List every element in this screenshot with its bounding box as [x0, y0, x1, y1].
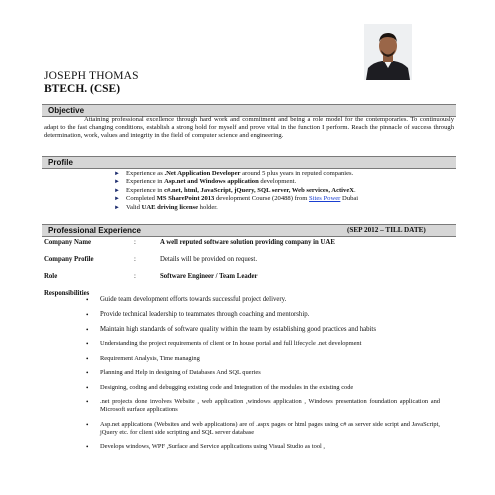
arrow-bullet-icon: ►: [114, 187, 120, 194]
company-profile-label: Company Profile: [44, 256, 94, 263]
arrow-bullet-icon: ►: [114, 196, 120, 203]
profile-item: ► Experience as .Net Application Developer around 5 plus years in reputed companies.: [114, 170, 354, 177]
bullet-icon: •: [86, 310, 89, 319]
bullet-icon: •: [86, 296, 89, 304]
profile-item: ► Valid UAE driving license holder.: [114, 203, 218, 211]
bullet-icon: •: [86, 443, 89, 452]
role-value: Software Engineer / Team Leader: [160, 273, 258, 280]
responsibility-item: • Planning and Help in designing of Databases And SQL queries: [86, 369, 261, 378]
bullet-icon: •: [86, 340, 89, 349]
bullet-icon: •: [86, 397, 89, 406]
responsibility-item: • Provide technical leadership to teammates through coaching and mentorship.: [86, 310, 310, 319]
responsibility-item: • Understanding the project requirements of client or In house portal and full lifecycle .net development: [86, 340, 362, 349]
responsibilities-list: [80, 296, 440, 457]
profile-heading: Profile: [48, 158, 73, 167]
arrow-bullet-icon: ►: [114, 171, 120, 177]
responsibility-item: • .net projects done involves Website , web application ,windows application , Windows presentation foundation application and Microsoft surface applications: [86, 397, 440, 414]
role-sep: :: [134, 273, 136, 280]
company-name-value: A well reputed software solution providing company in UAE: [160, 239, 335, 246]
experience-period: (SEP 2012 – TILL DATE): [347, 226, 426, 234]
company-name-sep: :: [134, 239, 136, 246]
responsibility-rich-text: Asp.net applications (Websites and web applications) are of .aspx pages or html pages using c# as server side script and JavaScript, jQuery etc. for client side scripting and SQL server database: [100, 420, 440, 436]
objective-text: Attaining professional excellence through hard work and commitment and being a role model for the contemporaries. To continuously adapt to the fast changing conditions, establish a strong hold for myself and prove vital in the function I perform. Reach the pinnacle of success through determination, work, values and integrity in the field of computer science and engineering.: [44, 116, 454, 140]
responsibility-item: • Develops windows, WPF ,Surface and Service applications using Visual Studio as tool ,: [86, 443, 325, 452]
bullet-icon: •: [86, 383, 89, 392]
responsibility-item: [80, 421, 440, 437]
experience-section-header: [42, 224, 456, 237]
sites-power-link[interactable]: Sites Power: [309, 195, 341, 203]
responsibility-item: • Requirement Analysis, Time managing: [86, 354, 200, 363]
company-profile-sep: :: [134, 256, 136, 263]
profile-item: ► Experience in Asp.net and Windows application development.: [114, 178, 297, 186]
responsibility-item: • Guide team development efforts towards successful project delivery.: [86, 296, 287, 304]
bullet-icon: •: [86, 369, 89, 378]
bullet-icon: •: [86, 420, 89, 429]
candidate-degree: BTECH. (CSE): [44, 83, 121, 95]
role-label: Role: [44, 273, 58, 280]
profile-section-header: [42, 156, 456, 169]
company-profile-value: Details will be provided on request.: [160, 256, 258, 263]
profile-photo: [364, 24, 412, 80]
responsibilities-title: Responsibilities: [44, 290, 90, 297]
experience-heading: Professional Experience: [48, 226, 141, 235]
arrow-bullet-icon: ►: [114, 204, 120, 211]
profile-item: ► Experience in c#.net, html, JavaScript, jQuery, SQL server, Web services, ActiveX.: [114, 186, 356, 194]
arrow-bullet-icon: ►: [114, 179, 120, 186]
candidate-name: JOSEPH THOMAS: [44, 70, 139, 82]
bullet-icon: •: [86, 325, 89, 334]
objective-heading: Objective: [48, 106, 85, 115]
responsibility-item: • Maintain high standards of software quality within the team by establishing good practices and habits: [86, 325, 376, 334]
responsibility-item: • Designing, coding and debugging existing code and Integration of the modules in the existing code: [86, 383, 354, 392]
company-name-label: Company Name: [44, 239, 92, 246]
profile-item: ► Completed MS SharePoint 2013 development Course (20488) from Sites Power Dubai: [114, 195, 359, 203]
bullet-icon: •: [86, 354, 89, 363]
profile-list: [114, 170, 444, 212]
